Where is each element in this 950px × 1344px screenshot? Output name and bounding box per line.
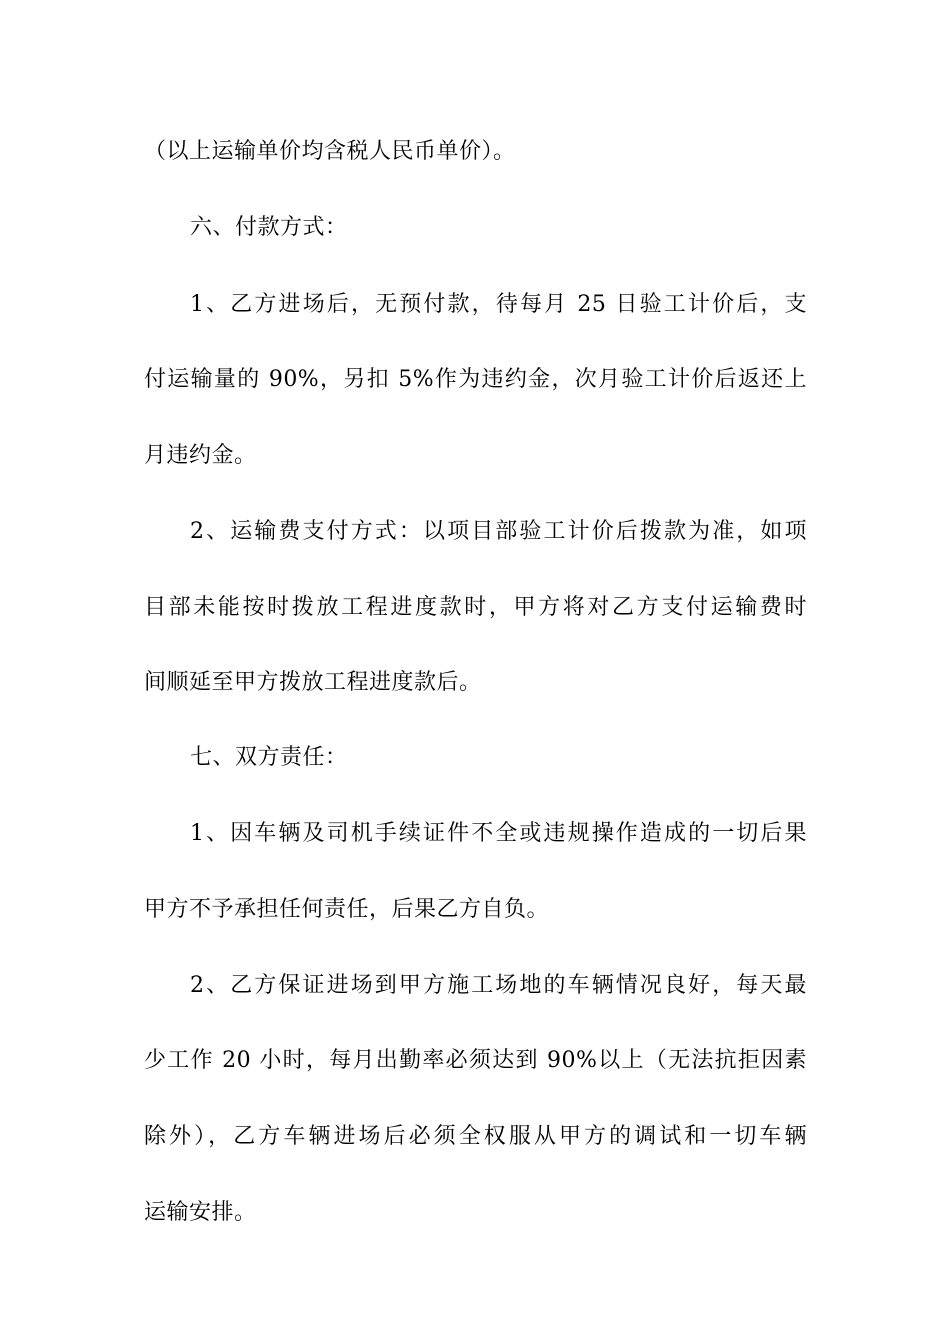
text-line-resp-2b: 少工作 20 小时，每月出勤率必须达到 90%以上（无法抗拒因素 — [144, 1048, 807, 1073]
text-line-resp-1a: 1、因车辆及司机手续证件不全或违规操作造成的一切后果 — [190, 821, 807, 846]
text-line-price-note: （以上运输单价均含税人民币单价）。 — [144, 139, 516, 164]
section-heading-responsibility: 七、双方责任： — [190, 745, 348, 770]
text-line-payment-1c: 月违约金。 — [144, 443, 257, 468]
text-line-resp-2d: 运输安排。 — [144, 1200, 257, 1225]
section-heading-payment: 六、付款方式： — [190, 215, 348, 240]
text-line-payment-2a: 2、运输费支付方式：以项目部验工计价后拨款为准，如项 — [190, 519, 807, 544]
text-line-resp-1b: 甲方不予承担任何责任，后果乙方自负。 — [144, 897, 550, 922]
text-line-resp-2c: 除外），乙方车辆进场后必须全权服从甲方的调试和一切车辆 — [144, 1124, 807, 1149]
text-line-payment-2c: 间顺延至甲方拨放工程进度款后。 — [144, 670, 482, 695]
text-line-resp-2a: 2、乙方保证进场到甲方施工场地的车辆情况良好，每天最 — [190, 973, 807, 998]
text-line-payment-1b: 付运输量的 90%，另扣 5%作为违约金，次月验工计价后返还上 — [144, 367, 807, 392]
text-line-payment-2b: 目部未能按时拨放工程进度款时，甲方将对乙方支付运输费时 — [144, 595, 807, 620]
text-line-payment-1a: 1、乙方进场后，无预付款，待每月 25 日验工计价后，支 — [190, 292, 807, 317]
